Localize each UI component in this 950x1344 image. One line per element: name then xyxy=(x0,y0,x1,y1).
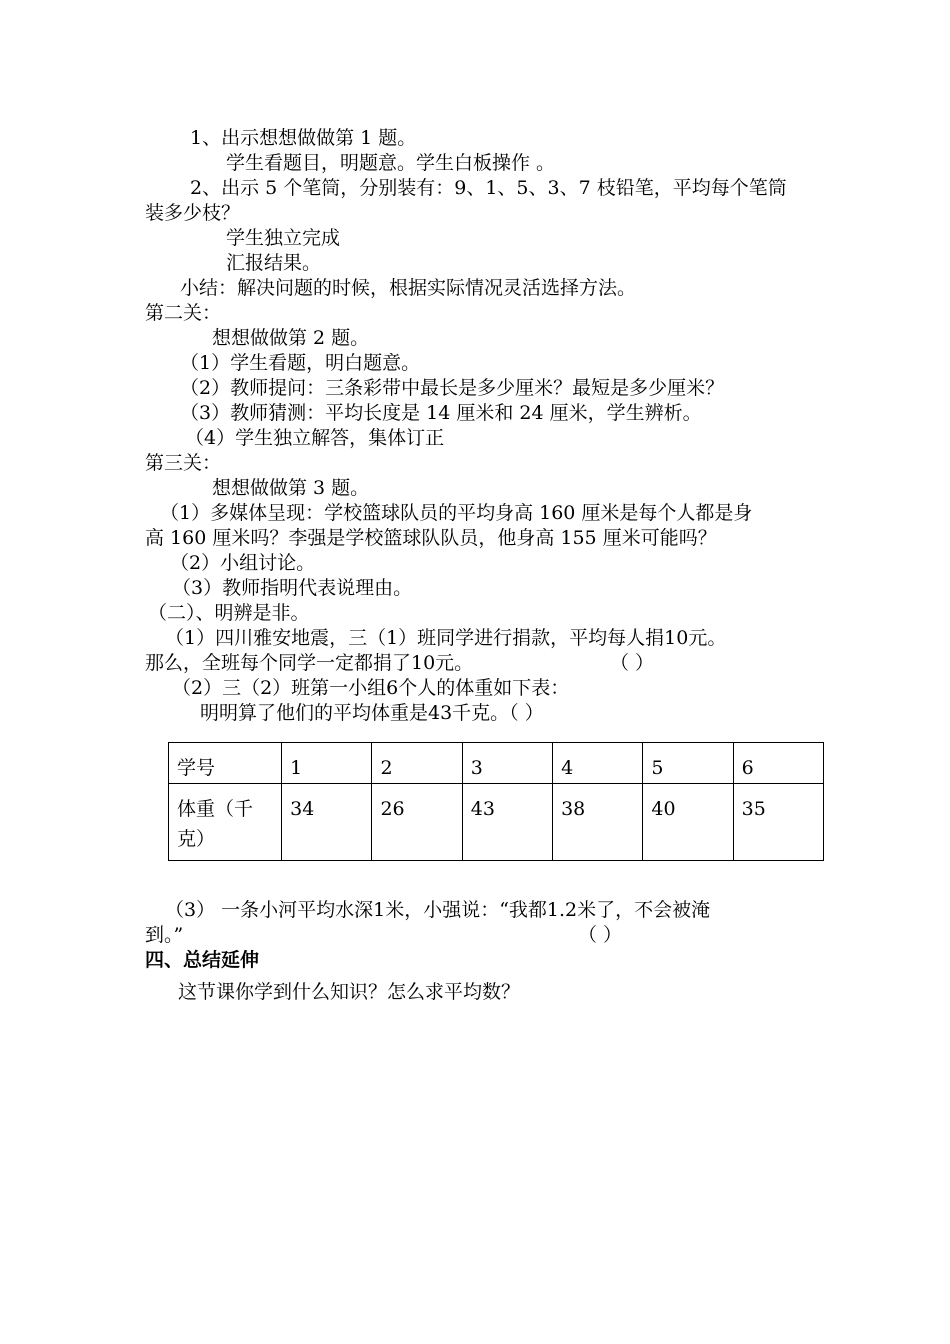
table-header-cell: 4 xyxy=(553,743,643,784)
table-header-cell: 学号 xyxy=(169,743,282,784)
table-cell: 体重（千克） xyxy=(169,784,282,861)
text-line: 高 160 厘米吗？李强是学校篮球队队员，他身高 155 厘米可能吗？ xyxy=(145,527,717,549)
table-header-cell: 1 xyxy=(282,743,372,784)
table-cell: 40 xyxy=(643,784,733,861)
table-cell: 43 xyxy=(462,784,552,861)
text-line: （3） 一条小河平均水深1米，小强说：“我都1.2米了，不会被淹 xyxy=(165,899,711,921)
text-line: （4）学生独立解答，集体订正 xyxy=(185,427,445,449)
table-row xyxy=(169,743,824,784)
table-header-cell: 5 xyxy=(643,743,733,784)
section-heading: 第三关： xyxy=(145,452,222,474)
text-line: （1）多媒体呈现：学校篮球队员的平均身高 160 厘米是每个人都是身 xyxy=(160,502,753,524)
text-line: （2）教师提问：三条彩带中最长是多少厘米？最短是多少厘米？ xyxy=(180,377,725,399)
answer-bracket: （ ） xyxy=(578,924,623,946)
section-heading: 四、总结延伸 xyxy=(145,949,260,971)
text-line: 这节课你学到什么知识？怎么求平均数？ xyxy=(178,981,521,1003)
table-header-cell: 2 xyxy=(372,743,462,784)
text-line: 学生独立完成 xyxy=(226,227,341,249)
text-line: 1、出示想想做做第 1 题。 xyxy=(190,127,417,149)
table-header-cell: 6 xyxy=(733,743,823,784)
text-line: （1）四川雅安地震，三（1）班同学进行捐款，平均每人捐10元。 xyxy=(165,627,727,649)
text-line: （1）学生看题，明白题意。 xyxy=(180,352,421,374)
table-cell: 34 xyxy=(282,784,372,861)
text-line: 到。” xyxy=(145,924,184,946)
text-line: （2）三（2）班第一小组6个人的体重如下表： xyxy=(172,677,570,699)
text-line: （2）小组讨论。 xyxy=(170,552,316,574)
table-row xyxy=(169,784,824,861)
section-heading: 第二关： xyxy=(145,302,222,324)
text-line: 汇报结果。 xyxy=(226,252,322,274)
summary-line: 小结：解决问题的时候，根据实际情况灵活选择方法。 xyxy=(180,277,637,299)
text-line: 装多少枝？ xyxy=(145,202,241,224)
table-cell: 38 xyxy=(553,784,643,861)
table-cell: 35 xyxy=(733,784,823,861)
text-line: 想想做做第 3 题。 xyxy=(212,477,370,499)
table-cell: 26 xyxy=(372,784,462,861)
text-line: （3）教师指明代表说理由。 xyxy=(172,577,413,599)
weight-table xyxy=(168,742,824,861)
section-heading: （二）、明辨是非。 xyxy=(148,602,310,624)
text-line: 想想做做第 2 题。 xyxy=(212,327,370,349)
text-line: 那么，全班每个同学一定都捐了10元。 xyxy=(145,652,474,674)
text-line: 学生看题目，明题意。学生白板操作 。 xyxy=(226,152,556,174)
answer-bracket: （ ） xyxy=(610,652,655,674)
text-line: 明明算了他们的平均体重是43千克。（ ） xyxy=(200,702,544,724)
text-line: （3）教师猜测：平均长度是 14 厘米和 24 厘米，学生辨析。 xyxy=(180,402,702,424)
table-header-cell: 3 xyxy=(462,743,552,784)
text-line: 2、出示 5 个笔筒，分别装有：9、1、5、3、7 枝铅笔，平均每个笔筒 xyxy=(190,177,787,199)
